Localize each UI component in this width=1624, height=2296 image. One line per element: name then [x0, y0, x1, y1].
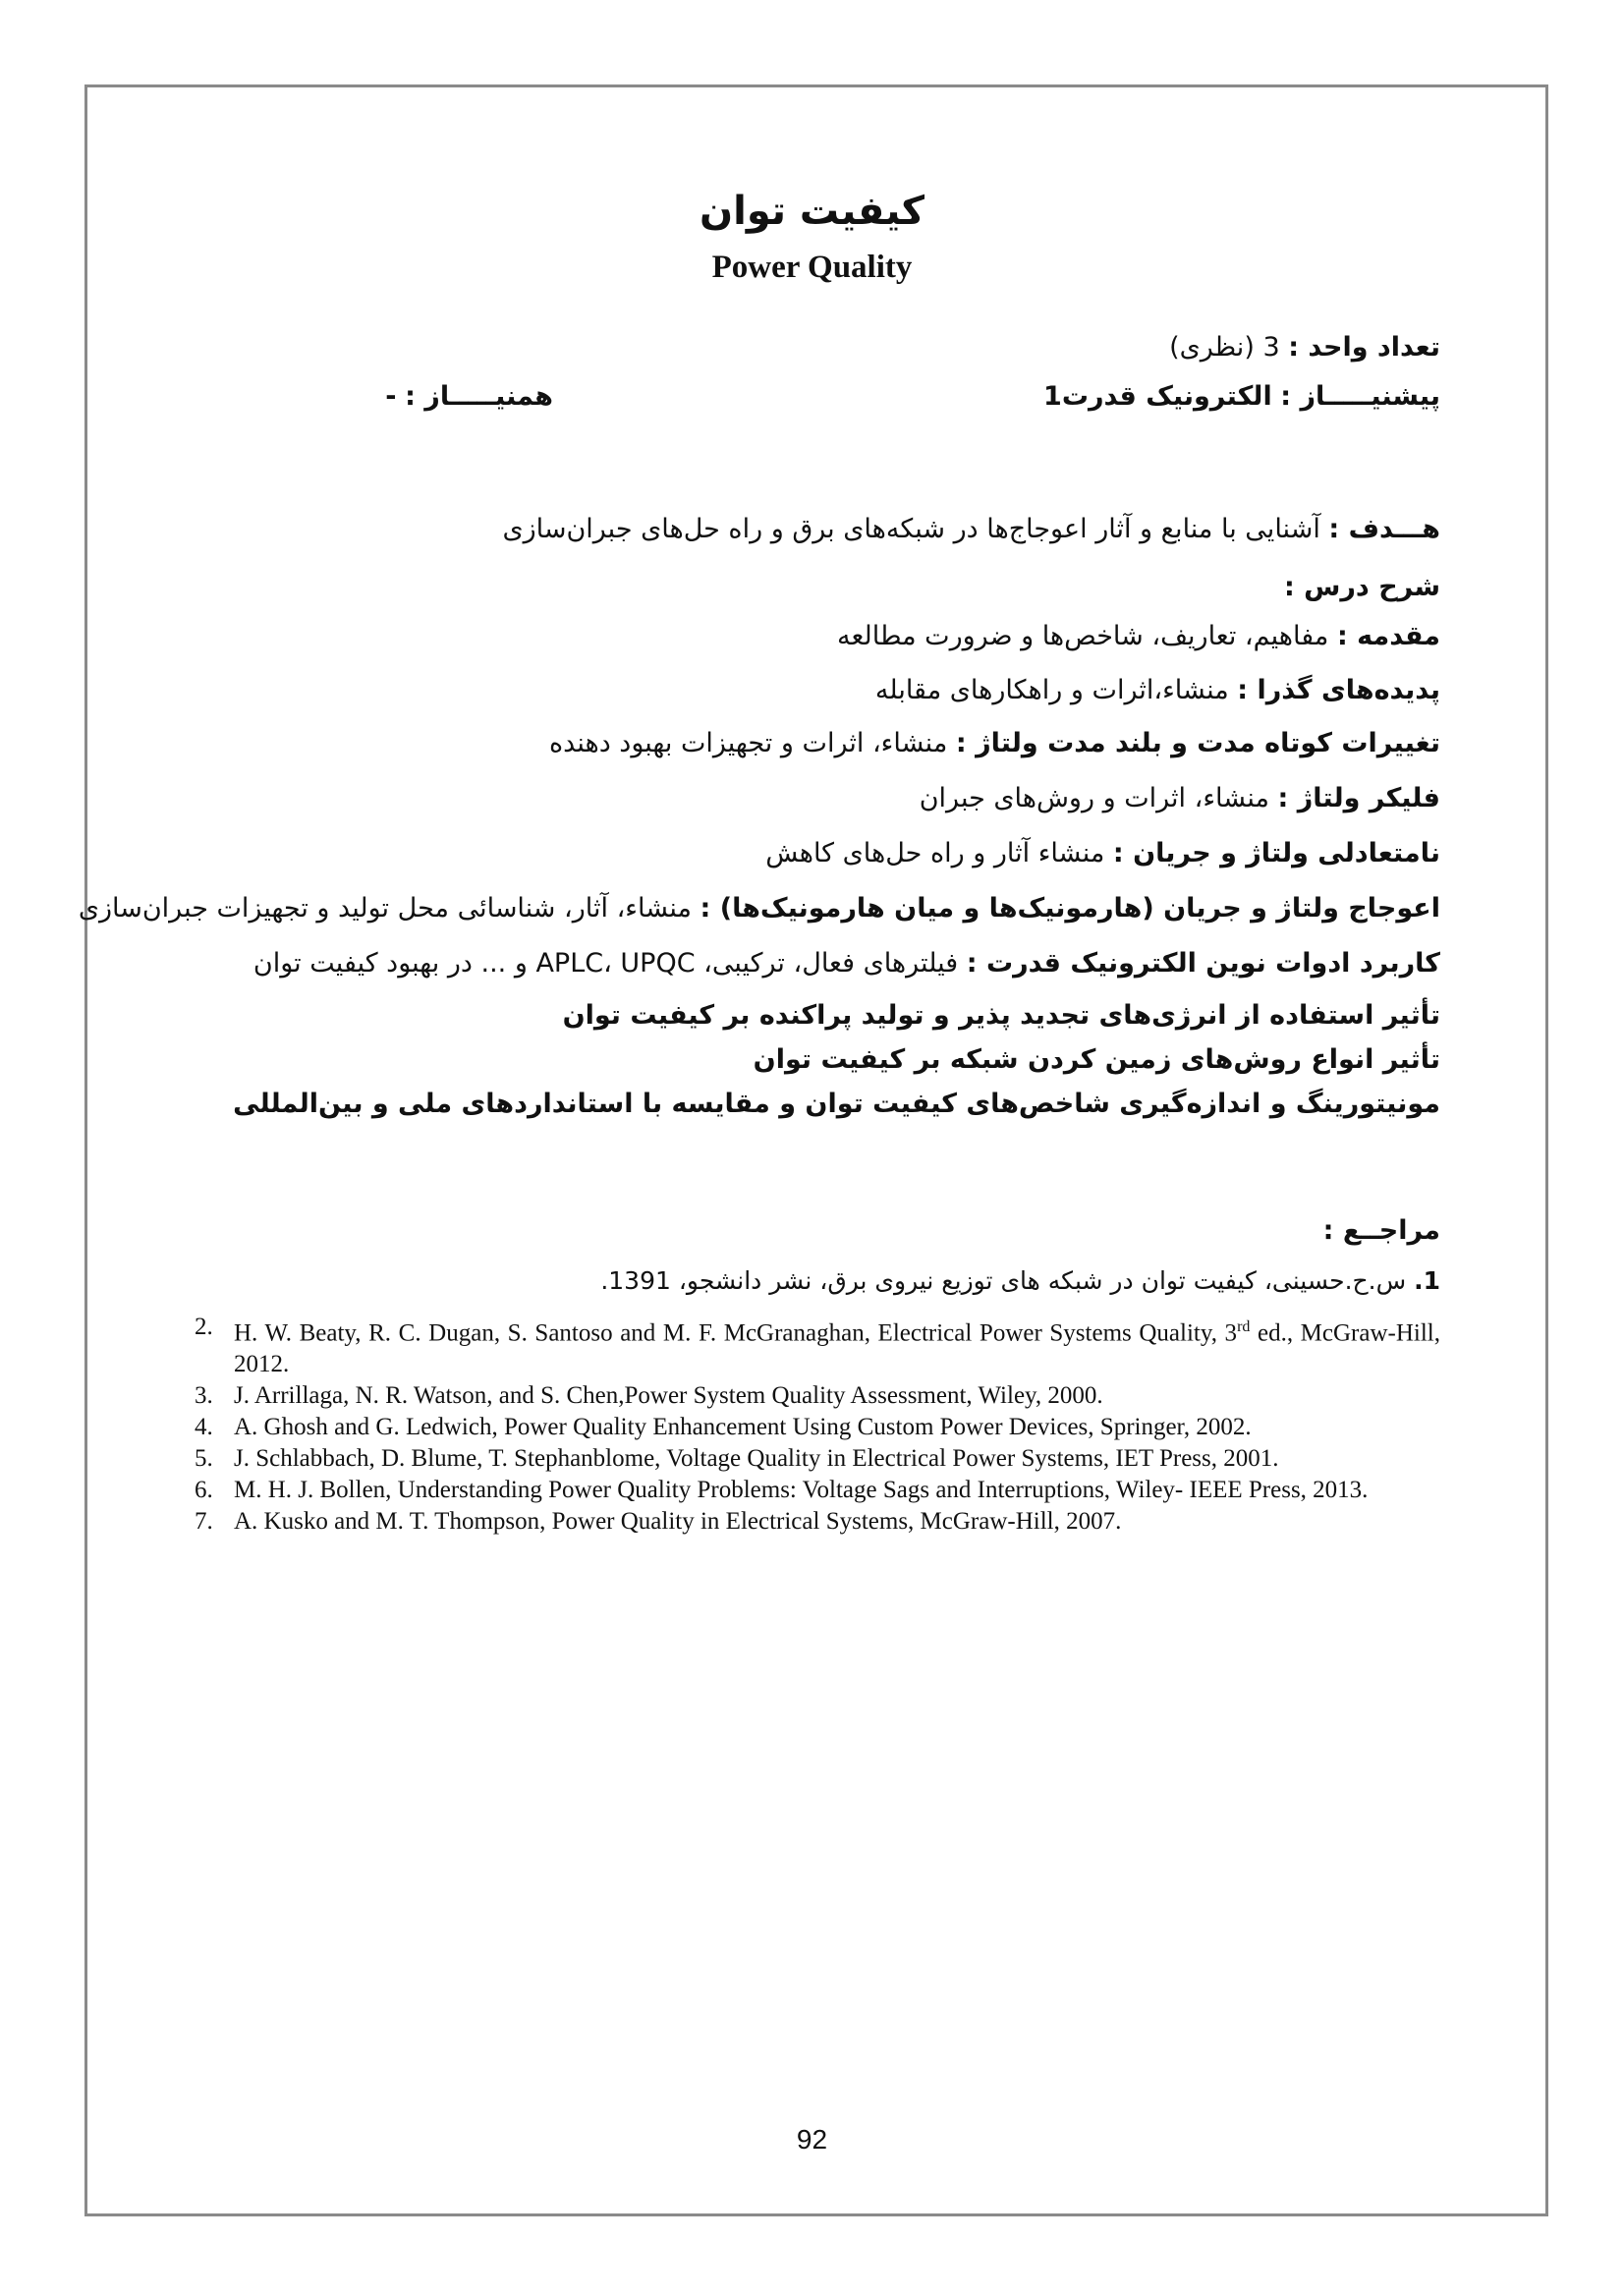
coreq-row [385, 381, 553, 412]
prereq-row [1043, 381, 1440, 412]
description-bold-item: تأثیر انواع روش‌های زمین کردن شبکه بر کیفیت توان [753, 1044, 1440, 1075]
description-item [920, 783, 1440, 813]
description-item-label: مقدمه : [1336, 621, 1440, 651]
coreq-value: - [385, 381, 397, 412]
description-item-text: منشاء آثار و راه حل‌های کاهش [765, 838, 1105, 868]
reference-persian [600, 1266, 1440, 1295]
description-bold-item: مونیتورینگ و اندازه‌گیری شاخص‌های کیفیت توان و مقایسه با استانداردهای ملی و بین‌المللی [233, 1089, 1440, 1119]
reference-number: 7. [195, 1508, 213, 1536]
description-item-label: تغییرات کوتاه مدت و بلند مدت ولتاژ : [955, 728, 1440, 758]
description-heading: شرح درس : [1283, 572, 1440, 602]
description-item-label: نامتعادلی ولتاژ و جریان : [1112, 838, 1440, 868]
goal-label: هـــدف : [1328, 514, 1440, 544]
reference-number: 2. [195, 1314, 213, 1340]
reference-item [195, 1506, 1440, 1538]
reference-number: 5. [195, 1445, 213, 1473]
reference-text: M. H. J. Bollen, Understanding Power Quality Problems: Voltage Sags and Interruptions, Wiley- IEEE Press, 2013. [234, 1477, 1369, 1504]
units-label: تعداد واحد : [1288, 332, 1440, 363]
reference-item [195, 1380, 1440, 1412]
references-heading: مراجــع : [1322, 1215, 1440, 1246]
reference-number: 4. [195, 1414, 213, 1441]
reference-text: H. W. Beaty, R. C. Dugan, S. Santoso and M. F. McGranaghan, Electrical Power Systems Quality, 3 [234, 1319, 1238, 1347]
description-item [875, 675, 1440, 705]
reference-text: س.ح.حسینی، کیفیت توان در شبکه های توزیع نیروی برق، نشر دانشجو، 1391. [600, 1266, 1407, 1295]
description-bold-item: تأثیر استفاده از انرژی‌های تجدید پذیر و تولید پراکنده بر کیفیت توان [562, 1000, 1440, 1031]
description-item [549, 728, 1440, 758]
description-item-label: فلیکر ولتاژ : [1277, 783, 1440, 813]
prereq-label: پیشنیـــــاز : [1280, 381, 1440, 412]
reference-item [195, 1412, 1440, 1443]
page-number: 92 [796, 2124, 828, 2155]
reference-text: J. Arrillaga, N. R. Watson, and S. Chen,Power System Quality Assessment, Wiley, 2000. [234, 1382, 1103, 1410]
description-item-text: منشاء، آثار، شناسائی محل تولید و تجهیزات جبران‌سازی [78, 893, 692, 924]
description-item-label: پدیده‌های گذرا : [1237, 675, 1440, 705]
goal-text: آشنایی با منابع و آثار اعوجاج‌ها در شبکه‌های برق و راه حل‌های جبران‌سازی [502, 514, 1320, 544]
reference-number: 6. [195, 1477, 213, 1504]
reference-list [195, 1312, 1440, 1538]
reference-text: J. Schlabbach, D. Blume, T. Stephanblome, Voltage Quality in Electrical Power Systems, IET Press, 2001. [234, 1445, 1279, 1473]
description-item [79, 893, 1440, 924]
description-item-text: فیلترهای فعال، ترکیبی، APLC، UPQC و ... در بهبود کیفیت توان [252, 948, 959, 979]
description-item-text: منشاء،اثرات و راهکارهای مقابله [874, 675, 1229, 705]
units-value: 3 (نظری) [1169, 332, 1280, 363]
units-row [1169, 332, 1440, 363]
reference-item [195, 1312, 1440, 1380]
description-item-text: مفاهیم، تعاریف، شاخص‌ها و ضرورت مطالعه [837, 621, 1329, 651]
reference-item [195, 1475, 1440, 1506]
description-item-text: منشاء، اثرات و روش‌های جبران [919, 783, 1269, 813]
reference-text: A. Kusko and M. T. Thompson, Power Quality in Electrical Systems, McGraw-Hill, 2007. [234, 1508, 1122, 1536]
coreq-label: همنیـــــاز : [405, 381, 553, 412]
description-item [837, 621, 1440, 651]
title-persian: کیفیت توان [700, 189, 924, 234]
title-english: Power Quality [711, 250, 913, 285]
goal-row [502, 514, 1440, 544]
description-item [765, 838, 1440, 868]
description-item-label: اعوجاج ولتاژ و جریان (هارمونیک‌ها و میان هارمونیک‌ها) : [700, 893, 1440, 924]
description-item [253, 948, 1440, 979]
reference-number: 1. [1414, 1266, 1440, 1295]
reference-number: 3. [195, 1382, 213, 1410]
description-item-label: کاربرد ادوات نوین الکترونیک قدرت : [966, 948, 1440, 979]
reference-text: ed., McGraw-Hill, 2012. [234, 1319, 1441, 1378]
prereq-value: الکترونیک قدرت1 [1043, 381, 1272, 412]
description-item-text: منشاء، اثرات و تجهیزات بهبود دهنده [549, 728, 948, 758]
reference-text: A. Ghosh and G. Ledwich, Power Quality Enhancement Using Custom Power Devices, Springer, 2002. [234, 1414, 1252, 1441]
reference-item [195, 1443, 1440, 1475]
reference-superscript: rd [1237, 1318, 1251, 1335]
